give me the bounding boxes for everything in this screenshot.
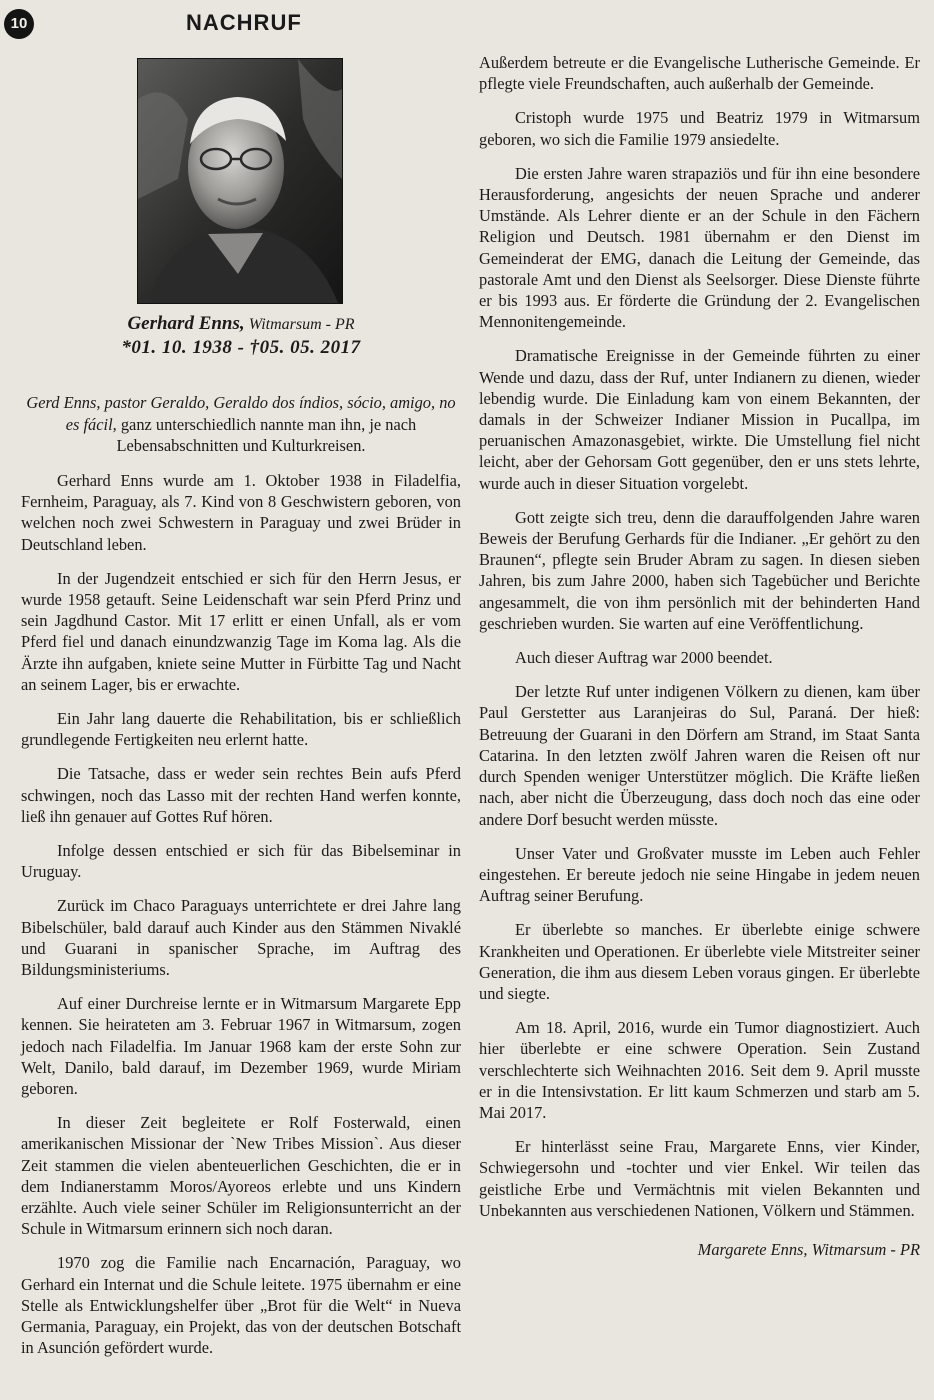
deceased-place: Witmarsum - PR bbox=[248, 316, 355, 333]
body-paragraph: Auf einer Durchreise lernte er in Witmarsum Margarete Epp kennen. Sie heirateten am 3. Februar 1967 in Witmarsum, zogen jedoch nach Filadelfia. Im Januar 1968 kam der erste Sohn zur Welt, Danilo, bald darauf, im Dezember 1969, wurde Miriam geboren. bbox=[21, 994, 461, 1098]
body-paragraph: Er überlebte so manches. Er überlebte einige schwere Krankheiten und Operationen. Er überlebte viele Mitstreiter seiner Generation, die ihm aus diesem Leben voraus gingen. Er überlebte und siegte. bbox=[479, 920, 920, 1003]
portrait-photo bbox=[137, 58, 343, 304]
body-paragraph: 1970 zog die Familie nach Encarnación, Paraguay, wo Gerhard ein Internat und die Schule leitete. 1975 übernahm er eine Stelle als Entwicklungshelfer über „Brot für die Welt“ in Nueva Germania, Paraguay, ein Projekt, das von der deutschen Botschaft in Asunción gefördert wurde. bbox=[21, 1253, 461, 1358]
page-number-badge: 10 bbox=[4, 9, 34, 39]
portrait-caption bbox=[21, 313, 461, 358]
body-paragraph: Gerhard Enns wurde am 1. Oktober 1938 in Filadelfia, Fernheim, Paraguay, als 7. Kind von 8 Geschwistern geboren, von welchen noch zwei Schwestern in Paraguay und zwei Brüder in Deutschland leben. bbox=[21, 470, 461, 554]
intro-paragraph bbox=[21, 392, 461, 457]
body-paragraph: Dramatische Ereignisse in der Gemeinde führten zu einer Wende und dazu, dass der Ruf, unter Indianern zu dienen, wieder lebendig wurde. Die Einladung kam von einem Bekannten, der damals in der Schweizer Indianer Mission in Pucallpa, im peruanischen Amazonasgebiet, wirkte. Die Umstellung fiel nicht leicht, aber der Gehorsam Gott gegenüber, den er uns stets lehrte, wurde auch in dieser Situation vorgelebt. bbox=[479, 346, 920, 493]
intro-text: ganz unterschiedlich nannte man ihn, je nach Lebensabschnitten und Kulturkreisen. bbox=[116, 414, 417, 456]
page-header bbox=[0, 0, 934, 44]
body-paragraph: In dieser Zeit begleitete er Rolf Fosterwald, einen amerikanischen Missionar der `New Tribes Mission`. Aus dieser Zeit stammen die vielen abenteuerlichen Geschichten, die er in dem Indianerstamm Moros/Ayoreos erlebte und uns Kindern erzählte. Auch viele seiner Schüler im Religionsunterricht an der Schule in Witmarsum erinnern sich noch daran. bbox=[21, 1113, 461, 1239]
body-paragraph: Der letzte Ruf unter indigenen Völkern zu dienen, kam über Paul Gerstetter aus Laranjeiras do Sul, Paraná. Der hieß: Betreuung der Guarani in den Dörfern am Strand, im Staat Santa Catarina. In den letzten zwölf Jahren waren die Reisen oft nur durch Spenden weniger Unterstützer möglich. Die Kräfte ließen nach, aber nicht die Überzeugung, dass doch noch das eine oder andere Dorf besucht werden müsste. bbox=[479, 682, 920, 829]
right-column bbox=[479, 52, 920, 1260]
author-signature: Margarete Enns, Witmarsum - PR bbox=[697, 1239, 920, 1259]
body-paragraph: Er hinterlässt seine Frau, Margarete Enns, vier Kinder, Schwiegersohn und -tochter und vier Enkel. Wir teilen das geistliche Erbe und Vermächtnis mit vielen Bekannten und Unbekannten aus verschiedenen Nationen, Völkern und Stämmen. bbox=[479, 1137, 920, 1220]
body-paragraph: Am 18. April, 2016, wurde ein Tumor diagnostiziert. Auch hier überlebte er eine schwere Operation. Sein Zustand verschlechterte sich Weihnachten 2016. Seit dem 9. April musste er in die Intensivstation. Er litt kaum Schmerzen und starb am 5. Mai 2017. bbox=[479, 1018, 920, 1122]
deceased-name: Gerhard Enns, bbox=[127, 313, 245, 334]
section-title: NACHRUF bbox=[186, 10, 302, 35]
body-paragraph: Ein Jahr lang dauerte die Rehabilitation, bis er schließlich grundlegende Fertigkeiten neu erlernt hatte. bbox=[21, 708, 461, 750]
body-paragraph: Die Tatsache, dass er weder sein rechtes Bein aufs Pferd schwingen, noch das Lasso mit der rechten Hand werfen konnte, ließ ihn genauer auf Gottes Ruf hören. bbox=[21, 764, 461, 826]
body-paragraph: Auch dieser Auftrag war 2000 beendet. bbox=[515, 648, 773, 668]
body-paragraph: Unser Vater und Großvater musste im Leben auch Fehler eingestehen. Er bereute jedoch nie seine Hingabe in jedem neuen Auftrag seiner Berufung. bbox=[479, 843, 920, 906]
body-paragraph: In der Jugendzeit entschied er sich für den Herrn Jesus, er wurde 1958 getauft. Seine Leidenschaft war sein Pferd Prinz und sein Jagdhund Castor. Mit 17 erlitt er einen Unfall, als er vom Pferd fiel und danach einundzwanzig Tage im Koma lag. Als die Ärzte ihn aufgaben, kniete seine Mutter in Fürbitte Tag und Nacht an seinem Lager, bis er erwachte. bbox=[21, 568, 461, 694]
body-paragraph: Gott zeigte sich treu, denn die darauffolgenden Jahre waren Beweis der Berufung Gerhards für die Indianer. „Er gehört zu den Braunen“, pflegte sein Bruder Abram zu sagen. In diesen sieben Jahren, bis zum Jahre 2000, haben sich Tagebücher und Berichte angesammelt, die von ihm persönlich mit der behinderten Hand geschrieben wurden. Sie warten auf eine Veröffentlichung. bbox=[479, 507, 920, 633]
continued-paragraph: Außerdem betreute er die Evangelische Lutherische Gemeinde. Er pflegte viele Freundschaften, auch außerhalb der Gemeinde. bbox=[479, 53, 920, 94]
intro-names: Gerd Enns, pastor Geraldo, Geraldo dos índios, sócio, amigo, no es fácil, bbox=[26, 393, 456, 434]
body-paragraph: Die ersten Jahre waren strapaziös und für ihn eine besondere Herausforderung, angesichts der neuen Sprache und anderer Umstände. Als Lehrer diente er an der Schule in den Fächern Religion und Deutsch. 1981 übernahm er den Dienst im Gemeinderat der EMG, danach die Leitung der Gemeinde, das pastorale Amt und den Dienst als Seelsorger. Diese Dienste führte er bis 1993 aus. Er förderte die Gründung der 2. Evangelischen Mennonitengemeinde. bbox=[479, 163, 920, 332]
life-dates: *01. 10. 1938 - †05. 05. 2017 bbox=[121, 337, 361, 359]
body-paragraph: Cristoph wurde 1975 und Beatriz 1979 in Witmarsum geboren, wo sich die Familie 1979 ansiedelte. bbox=[479, 108, 920, 149]
body-paragraph: Infolge dessen entschied er sich für das Bibelseminar in Uruguay. bbox=[21, 840, 461, 882]
body-paragraph: Zurück im Chaco Paraguays unterrichtete er drei Jahre lang Bibelschüler, bald darauf auch Kinder aus den Stämmen Nivaklé und Guarani in spanischer Sprache, im Auftrag des Bildungsministeriums. bbox=[21, 896, 461, 979]
left-column bbox=[21, 52, 461, 1371]
